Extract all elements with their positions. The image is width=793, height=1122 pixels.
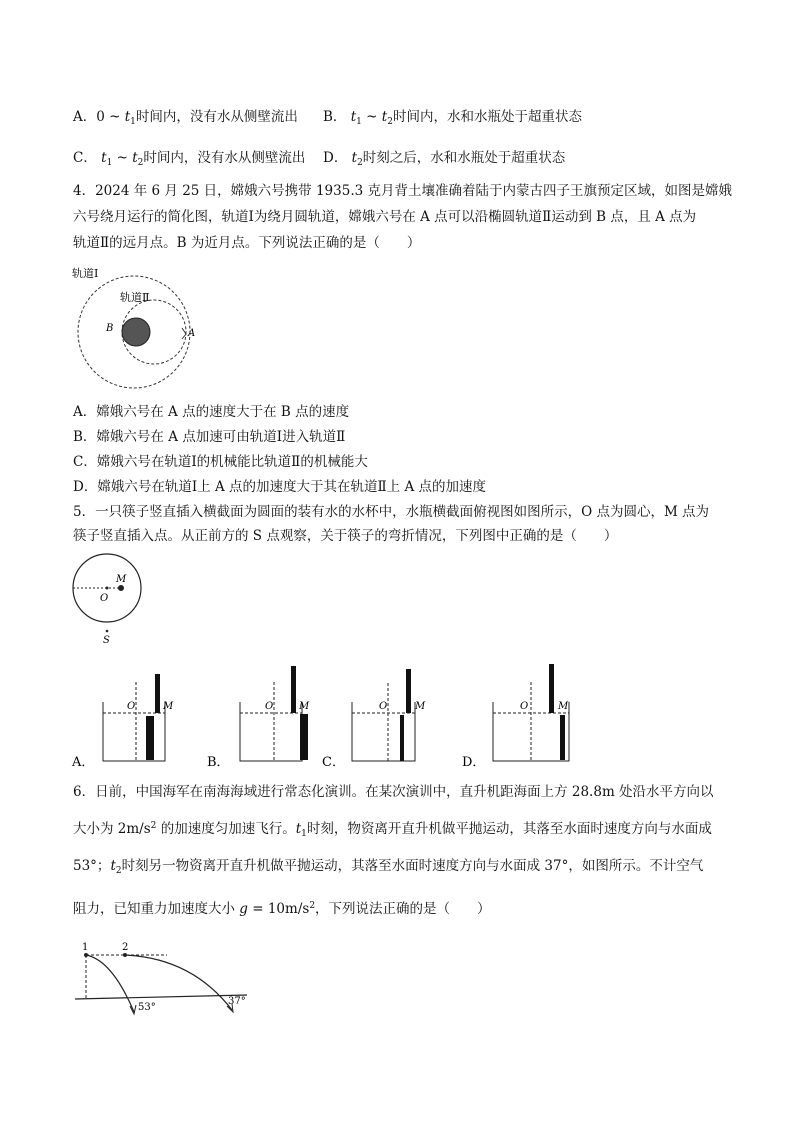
choice-a-label: A． — [72, 755, 95, 770]
q5-choice-a[interactable] — [70, 668, 200, 768]
q5-stem-line-1: 5．一只筷子竖直插入横截面为圆面的装有水的水杯中，水瓶横截面俯视图如图所示，O 点为圆心，M 点为 — [73, 504, 710, 520]
trajectory-1 — [86, 955, 134, 1012]
point-m-label: M — [116, 574, 127, 585]
point-m — [118, 585, 124, 591]
q5-choice-c[interactable] — [322, 665, 452, 768]
q5-choice-b[interactable] — [205, 660, 335, 768]
chopstick-below — [560, 715, 565, 760]
choice-b-label: B． — [207, 755, 230, 770]
choice-d-label: D． — [462, 755, 486, 770]
chopstick-above — [549, 664, 554, 713]
chopstick-below — [400, 715, 404, 761]
orbit-1-label: 轨道Ⅰ — [72, 267, 99, 280]
m-label: M — [415, 701, 426, 712]
point-s — [106, 630, 109, 633]
o-label: O — [265, 701, 274, 712]
point-b-label: B — [106, 323, 114, 334]
q4-stem-line-3: 轨道Ⅱ的远月点。B 为近月点。下列说法正确的是（ ） — [73, 235, 421, 251]
moon — [122, 318, 150, 346]
chopstick-below — [146, 716, 154, 760]
point-o — [106, 587, 109, 590]
angle-1-label: 53° — [138, 1002, 156, 1013]
q6-projectile-figure — [72, 938, 262, 1023]
q3-option-a[interactable]: A．0 ~ $t_1$时间内，没有水从侧壁流出 — [73, 109, 298, 127]
chopstick-above — [291, 666, 296, 713]
q6-stem-line-4: 阻力，已知重力加速度大小 $g = 10m/s^2$，下列说法正确的是（ ） — [73, 901, 491, 917]
q6-stem-line-1: 6．日前，中国海军在南海海域进行常态化演训。在某次演训中，直升机距海面上方 28.8m 处沿水平方向以 — [73, 784, 714, 800]
q3-option-d[interactable]: D． $t_2$时刻之后，水和水瓶处于超重状态 — [323, 150, 566, 168]
q4-option-b[interactable]: B．嫦娥六号在 A 点加速可由轨道Ⅰ进入轨道Ⅱ — [73, 429, 346, 445]
m-label: M — [558, 701, 569, 712]
q4-stem-line-1: 4．2024 年 6 月 25 日，嫦娥六号携带 1935.3 克月背土壤准确着陆于内蒙古四子王旗预定区域，如图是嫦娥 — [73, 183, 732, 199]
q6-stem-line-2: 大小为 $2m/s^2$ 的加速度匀加速飞行。$t_1$时刻，物资离开直升机做平抛运动，其落至水面时速度方向与水面成 — [73, 821, 712, 839]
q4-orbit-figure — [70, 265, 210, 390]
m-label: M — [163, 701, 174, 712]
q5-top-view-figure — [70, 553, 150, 653]
point-s-label: S — [103, 635, 110, 646]
q5-choice-d[interactable] — [462, 660, 592, 768]
point-2-label: 2 — [122, 942, 129, 953]
q4-stem-line-2: 六号绕月运行的简化图，轨道Ⅰ为绕月圆轨道，嫦娥六号在 A 点可以沿椭圆轨道Ⅱ运动到 B 点，且 A 点为 — [73, 209, 697, 225]
point-o-label: O — [100, 593, 109, 604]
q5-stem-line-2: 筷子竖直插入点。从正前方的 S 点观察，关于筷子的弯折情况，下列图中正确的是（ ） — [73, 528, 618, 544]
o-label: O — [520, 701, 529, 712]
point-a-label: A — [188, 328, 196, 339]
point-1-label: 1 — [82, 942, 89, 953]
q4-option-c[interactable]: C．嫦娥六号在轨道Ⅰ的机械能比轨道Ⅱ的机械能大 — [73, 454, 368, 470]
chopstick-below — [300, 714, 308, 760]
orbit-2-label: 轨道Ⅱ — [120, 291, 150, 304]
q4-option-d[interactable]: D．嫦娥六号在轨道Ⅰ上 A 点的加速度大于其在轨道Ⅱ上 A 点的加速度 — [73, 479, 486, 495]
q4-option-a[interactable]: A．嫦娥六号在 A 点的速度大于在 B 点的速度 — [73, 404, 350, 420]
o-label: O — [379, 701, 388, 712]
m-label: M — [299, 701, 310, 712]
chopstick-above — [406, 669, 411, 713]
q6-stem-line-3: 53°；$t_2$时刻另一物资离开直升机做平抛运动，其落至水面时速度方向与水面成 37°，如图所示。不计空气 — [73, 858, 704, 876]
q3-option-b[interactable]: B． $t_1$ ~ $t_2$时间内，水和水瓶处于超重状态 — [323, 109, 582, 127]
o-label: O — [127, 701, 136, 712]
chopstick-above — [155, 674, 160, 713]
choice-c-label: C． — [322, 755, 345, 770]
angle-2-label: 37° — [228, 996, 246, 1007]
q3-option-c[interactable]: C． $t_1$ ~ $t_2$时间内，没有水从侧壁流出 — [73, 150, 306, 168]
